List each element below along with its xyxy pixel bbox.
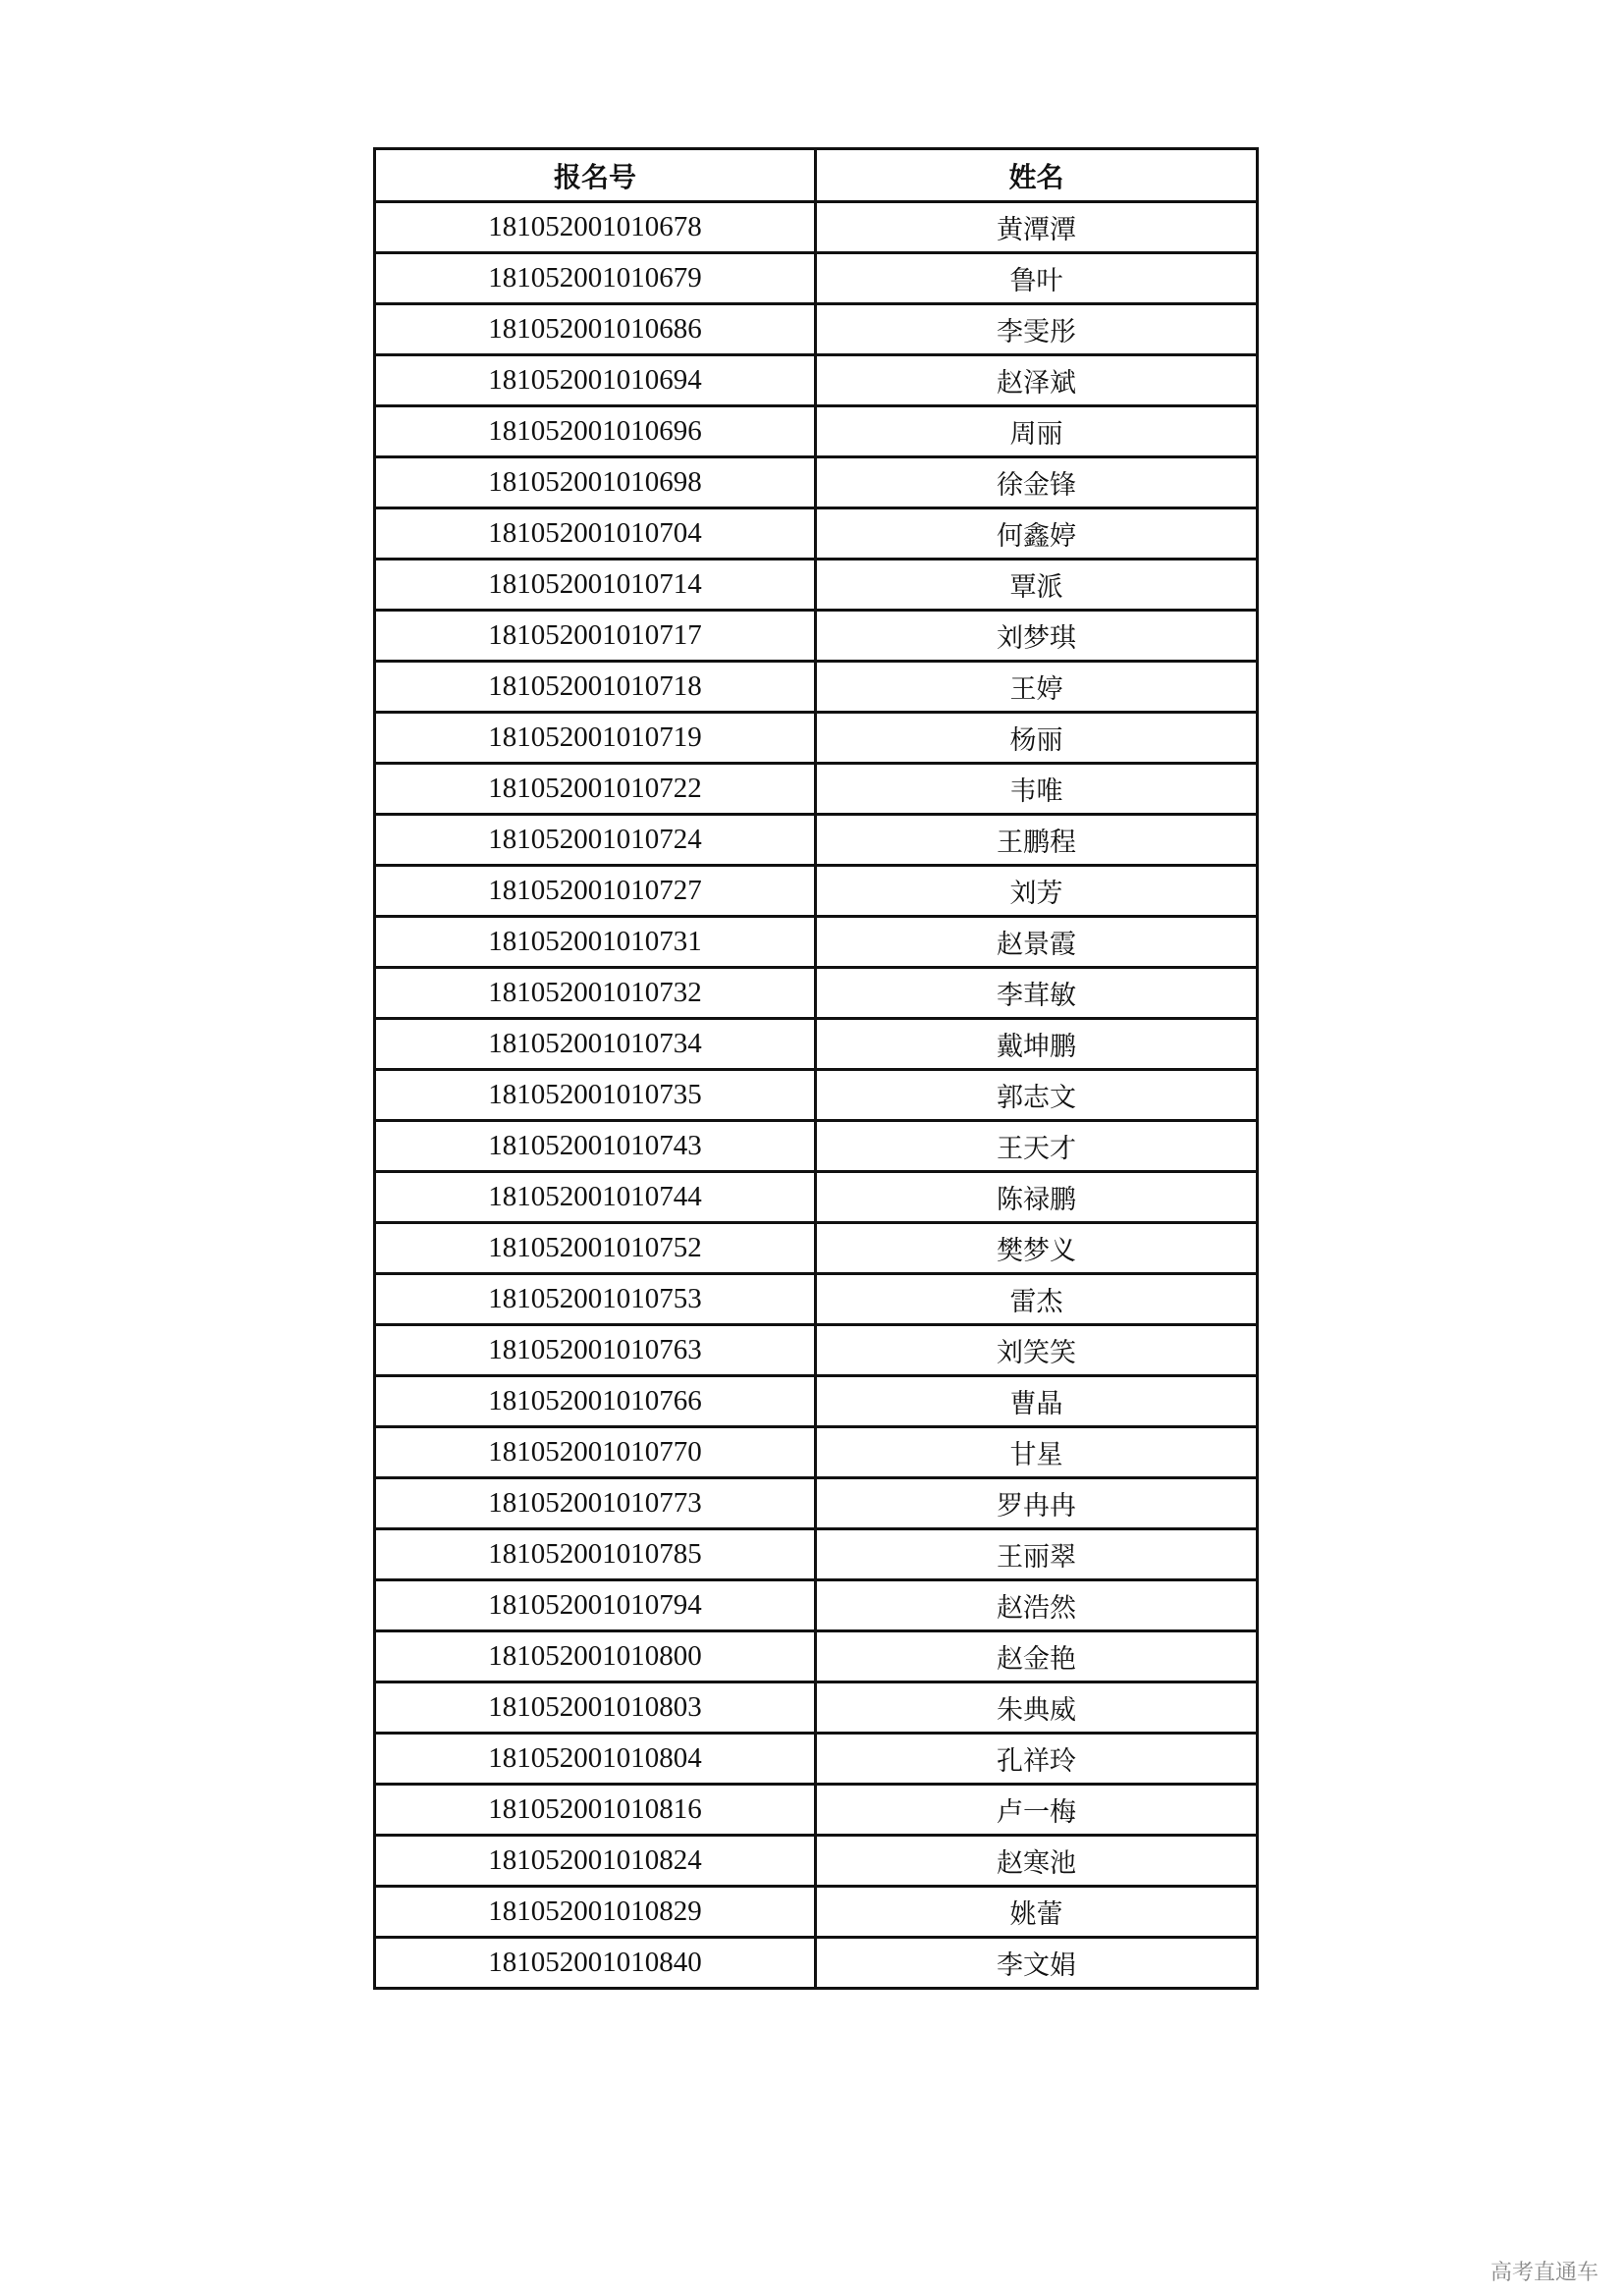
name-cell: 何鑫婷 [815, 508, 1257, 560]
table-row [375, 611, 1258, 662]
table-row [375, 406, 1258, 457]
table-row [375, 1274, 1258, 1325]
registration-number-cell: 181052001010743 [375, 1121, 816, 1172]
name-cell: 杨丽 [815, 713, 1257, 764]
name-cell: 赵寒池 [815, 1836, 1257, 1887]
table-row [375, 1019, 1258, 1070]
table-body [375, 202, 1258, 1989]
table-row [375, 1529, 1258, 1580]
registration-number-cell: 181052001010816 [375, 1785, 816, 1836]
registration-number-cell: 181052001010804 [375, 1734, 816, 1785]
registration-number-cell: 181052001010753 [375, 1274, 816, 1325]
table-row [375, 1785, 1258, 1836]
registration-number-cell: 181052001010722 [375, 764, 816, 815]
table-row [375, 1580, 1258, 1631]
table-row [375, 457, 1258, 508]
table-row [375, 1734, 1258, 1785]
registration-number-cell: 181052001010724 [375, 815, 816, 866]
registration-number-cell: 181052001010785 [375, 1529, 816, 1580]
name-cell: 覃派 [815, 560, 1257, 611]
registration-number-cell: 181052001010714 [375, 560, 816, 611]
registration-number-cell: 181052001010773 [375, 1478, 816, 1529]
name-cell: 朱典威 [815, 1682, 1257, 1734]
name-cell: 曹晶 [815, 1376, 1257, 1427]
name-cell: 赵浩然 [815, 1580, 1257, 1631]
registration-number-cell: 181052001010763 [375, 1325, 816, 1376]
header-registration-number: 报名号 [375, 149, 816, 202]
name-cell: 姚蕾 [815, 1887, 1257, 1938]
table-row [375, 815, 1258, 866]
table-row [375, 1376, 1258, 1427]
table-row [375, 713, 1258, 764]
name-cell: 郭志文 [815, 1070, 1257, 1121]
registration-number-cell: 181052001010696 [375, 406, 816, 457]
table-row [375, 866, 1258, 917]
registration-number-cell: 181052001010694 [375, 355, 816, 406]
name-cell: 孔祥玲 [815, 1734, 1257, 1785]
registration-number-cell: 181052001010840 [375, 1938, 816, 1989]
table-row [375, 1070, 1258, 1121]
table-row [375, 1427, 1258, 1478]
table-row [375, 968, 1258, 1019]
name-cell: 王鹏程 [815, 815, 1257, 866]
candidate-table [373, 147, 1259, 1990]
table-row [375, 917, 1258, 968]
name-cell: 卢一梅 [815, 1785, 1257, 1836]
name-cell: 王婷 [815, 662, 1257, 713]
table-row [375, 1631, 1258, 1682]
table-row [375, 1478, 1258, 1529]
table-row [375, 508, 1258, 560]
table-row [375, 1887, 1258, 1938]
name-cell: 徐金锋 [815, 457, 1257, 508]
name-cell: 刘梦琪 [815, 611, 1257, 662]
name-cell: 甘星 [815, 1427, 1257, 1478]
name-cell: 赵金艳 [815, 1631, 1257, 1682]
name-cell: 刘芳 [815, 866, 1257, 917]
registration-number-cell: 181052001010732 [375, 968, 816, 1019]
registration-number-cell: 181052001010718 [375, 662, 816, 713]
registration-number-cell: 181052001010698 [375, 457, 816, 508]
registration-number-cell: 181052001010824 [375, 1836, 816, 1887]
name-cell: 王天才 [815, 1121, 1257, 1172]
registration-number-cell: 181052001010704 [375, 508, 816, 560]
name-cell: 王丽翠 [815, 1529, 1257, 1580]
name-cell: 李茸敏 [815, 968, 1257, 1019]
name-cell: 陈禄鹏 [815, 1172, 1257, 1223]
registration-number-cell: 181052001010803 [375, 1682, 816, 1734]
name-cell: 罗冉冉 [815, 1478, 1257, 1529]
registration-number-cell: 181052001010744 [375, 1172, 816, 1223]
registration-number-cell: 181052001010800 [375, 1631, 816, 1682]
name-cell: 赵泽斌 [815, 355, 1257, 406]
table-row [375, 1836, 1258, 1887]
registration-number-cell: 181052001010770 [375, 1427, 816, 1478]
registration-number-cell: 181052001010719 [375, 713, 816, 764]
name-cell: 鲁叶 [815, 253, 1257, 304]
table-header-row [375, 149, 1258, 202]
table-row [375, 202, 1258, 253]
table-row [375, 355, 1258, 406]
registration-number-cell: 181052001010727 [375, 866, 816, 917]
table-row [375, 764, 1258, 815]
name-cell: 李雯彤 [815, 304, 1257, 355]
table-row [375, 304, 1258, 355]
registration-number-cell: 181052001010734 [375, 1019, 816, 1070]
registration-number-cell: 181052001010678 [375, 202, 816, 253]
name-cell: 雷杰 [815, 1274, 1257, 1325]
table-row [375, 560, 1258, 611]
registration-number-cell: 181052001010679 [375, 253, 816, 304]
registration-number-cell: 181052001010686 [375, 304, 816, 355]
table-row [375, 253, 1258, 304]
name-cell: 赵景霞 [815, 917, 1257, 968]
name-cell: 韦唯 [815, 764, 1257, 815]
table-row [375, 1172, 1258, 1223]
table-row [375, 1682, 1258, 1734]
registration-number-cell: 181052001010829 [375, 1887, 816, 1938]
table-row [375, 1121, 1258, 1172]
table-row [375, 662, 1258, 713]
registration-number-cell: 181052001010794 [375, 1580, 816, 1631]
registration-number-cell: 181052001010731 [375, 917, 816, 968]
registration-number-cell: 181052001010752 [375, 1223, 816, 1274]
name-cell: 周丽 [815, 406, 1257, 457]
watermark: 高考直通车 [1490, 2261, 1599, 2285]
registration-number-cell: 181052001010766 [375, 1376, 816, 1427]
name-cell: 刘笑笑 [815, 1325, 1257, 1376]
name-cell: 樊梦义 [815, 1223, 1257, 1274]
registration-number-cell: 181052001010735 [375, 1070, 816, 1121]
name-cell: 李文娟 [815, 1938, 1257, 1989]
name-cell: 黄潭潭 [815, 202, 1257, 253]
table-row [375, 1223, 1258, 1274]
table-row [375, 1325, 1258, 1376]
name-cell: 戴坤鹏 [815, 1019, 1257, 1070]
header-name: 姓名 [815, 149, 1257, 202]
table-row [375, 1938, 1258, 1989]
registration-number-cell: 181052001010717 [375, 611, 816, 662]
